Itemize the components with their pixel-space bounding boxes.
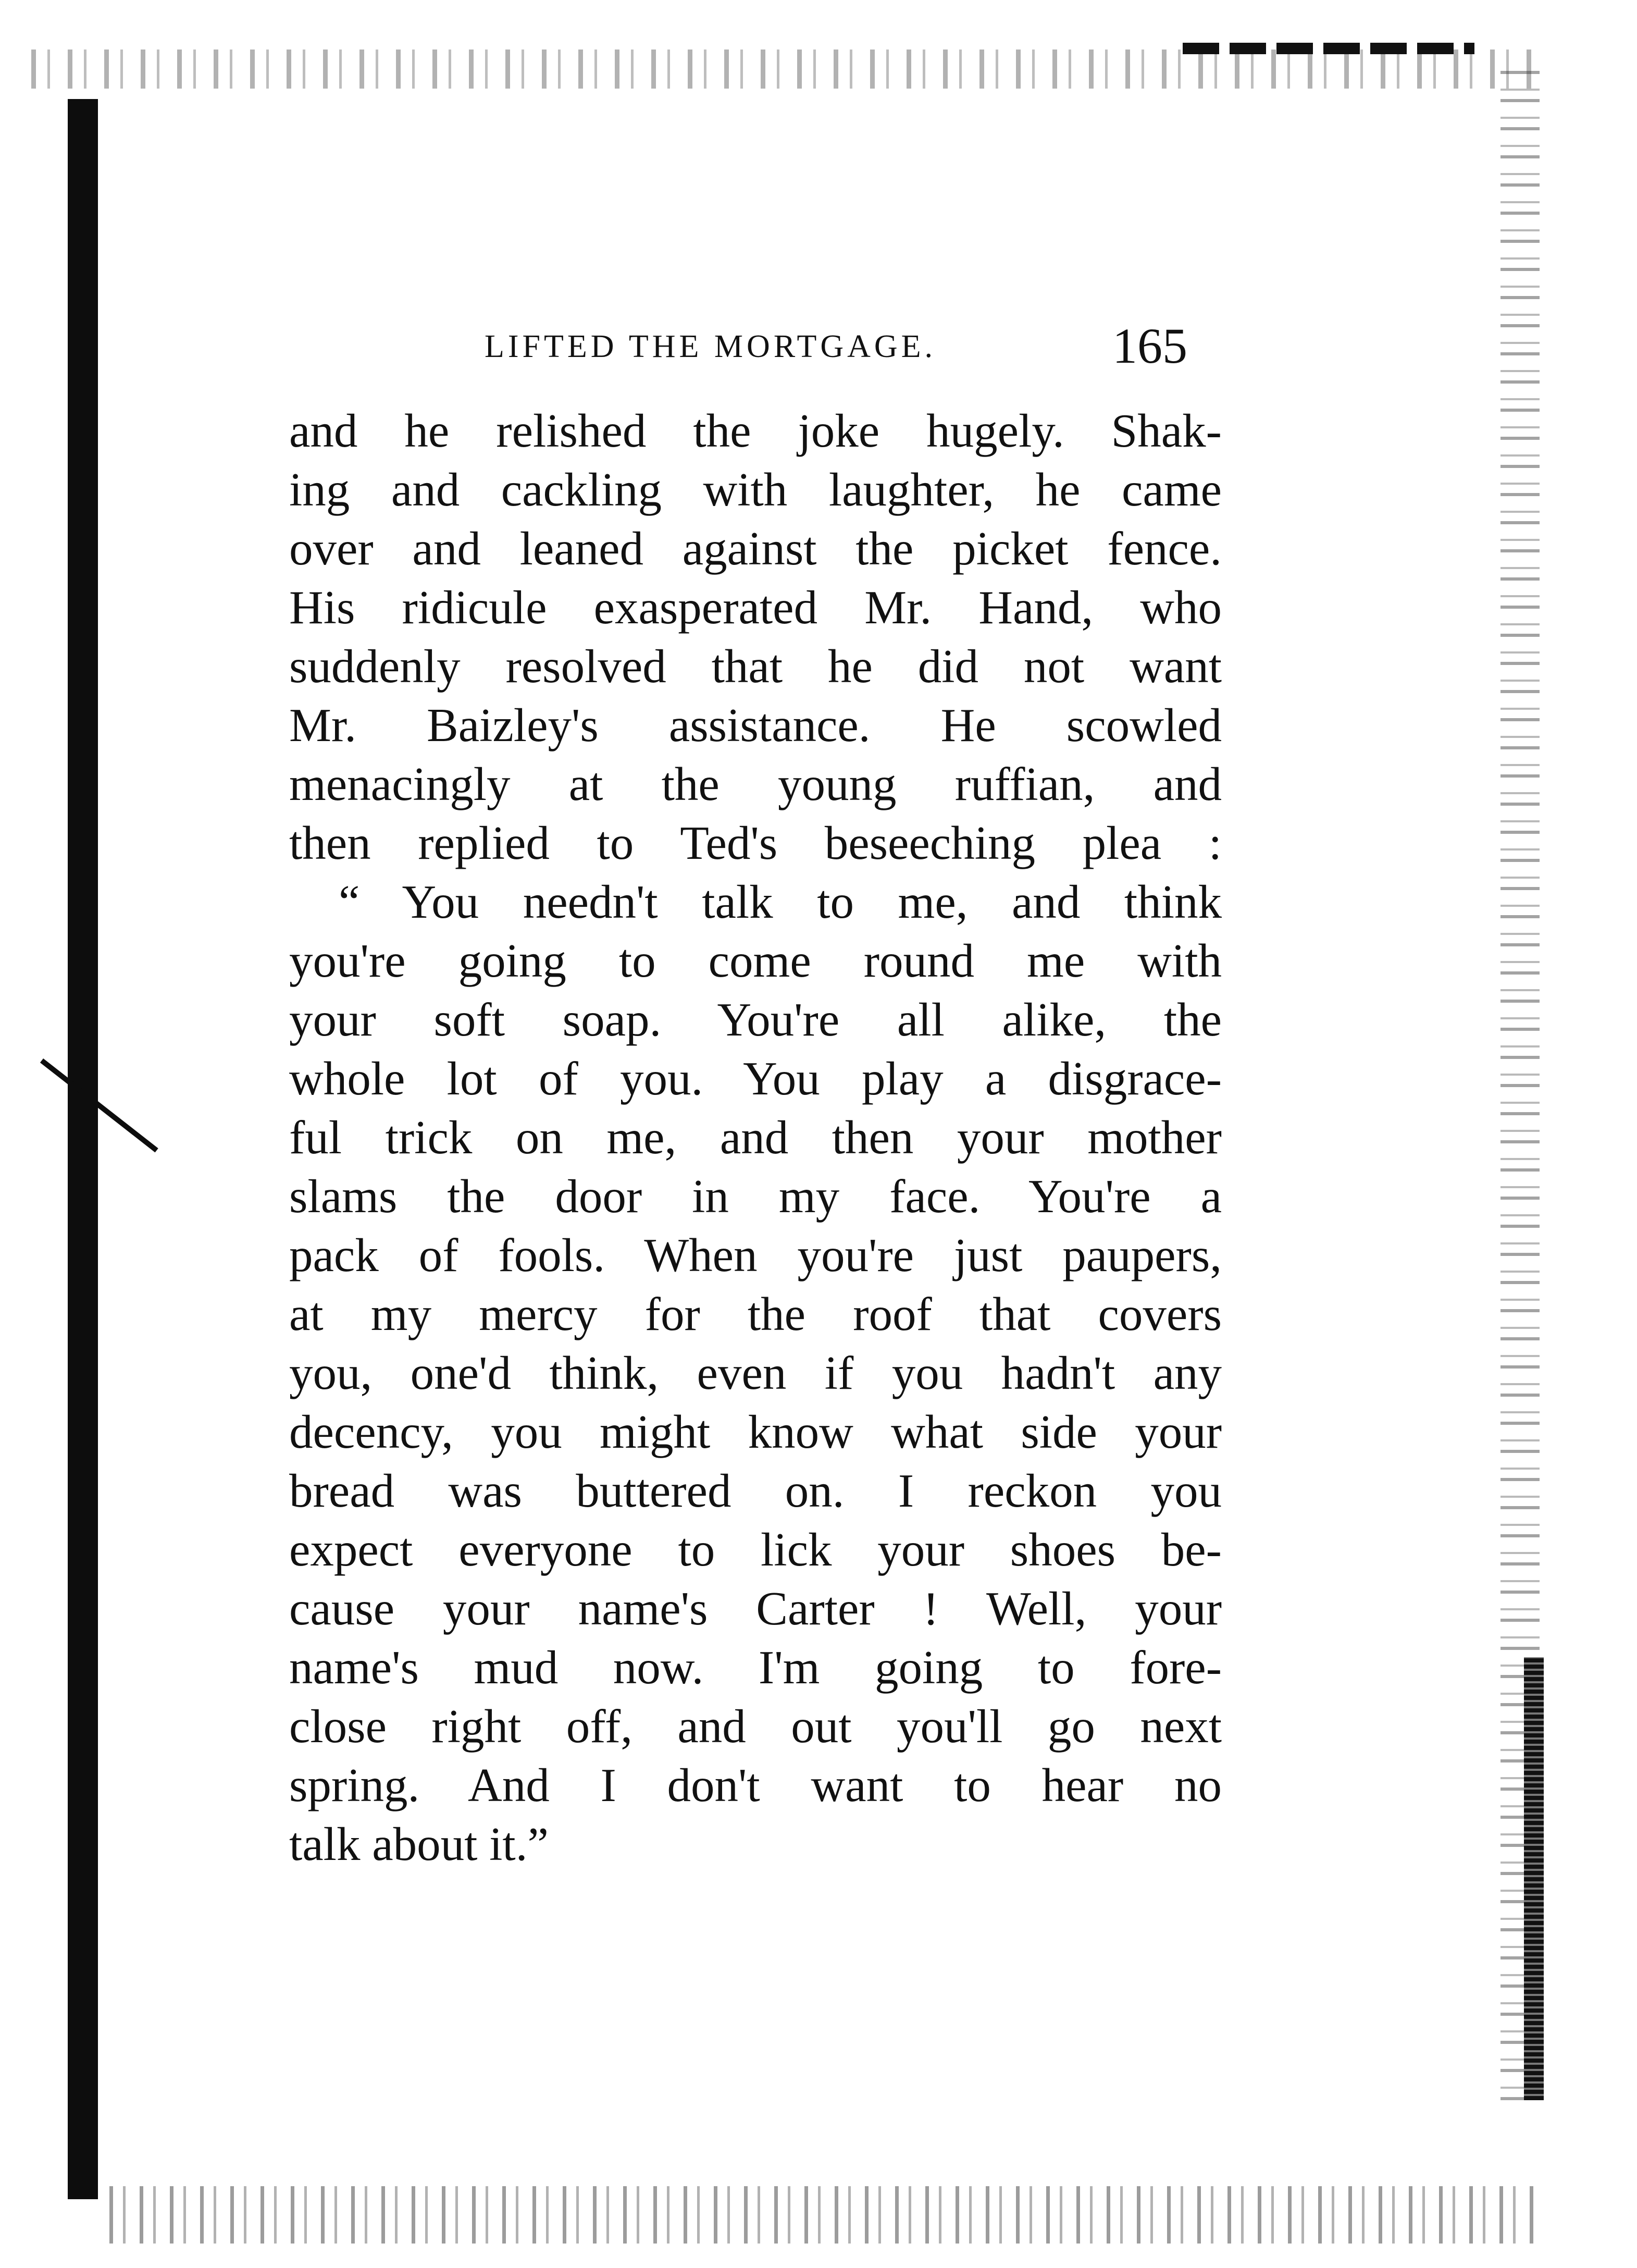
text-line: pack of fools. When you're just paupers,: [289, 1229, 1222, 1281]
text-line: slams the door in my face. You're a: [289, 1170, 1222, 1223]
text-line: bread was buttered on. I reckon you: [289, 1464, 1222, 1517]
text-line: then replied to Ted's beseeching plea :: [289, 817, 1222, 869]
text-line: over and leaned against the picket fence.: [289, 522, 1222, 575]
text-line: cause your name's Carter ! Well, your: [289, 1582, 1222, 1635]
scan-top-right-mark: [1183, 43, 1474, 54]
text-line: menacingly at the young ruffian, and: [289, 758, 1222, 810]
page-header: [485, 317, 1214, 374]
text-line: His ridicule exasperated Mr. Hand, who: [289, 581, 1222, 634]
page-number: 165: [1112, 318, 1187, 374]
text-line: ing and cackling with laughter, he came: [289, 463, 1222, 516]
text-line: at my mercy for the roof that covers: [289, 1288, 1222, 1340]
scan-right-dark-edge: [1524, 1657, 1544, 2100]
text-line: Mr. Baizley's assistance. He scowled: [289, 699, 1222, 751]
text-line: you, one'd think, even if you hadn't any: [289, 1347, 1222, 1399]
text-line: talk about it.”: [289, 1818, 549, 1870]
text-line: you're going to come round me with: [289, 934, 1222, 987]
text-line: close right off, and out you'll go next: [289, 1700, 1222, 1753]
spine-crease-mark: [40, 1058, 158, 1152]
text-line: name's mud now. I'm going to fore-: [289, 1641, 1222, 1694]
scan-top-edge-noise: [31, 50, 1537, 89]
text-line: whole lot of you. You play a disgrace-: [289, 1052, 1222, 1105]
body-text: [289, 401, 1222, 1873]
text-line: decency, you might know what side your: [289, 1406, 1222, 1458]
scan-bottom-edge-noise: [109, 2186, 1537, 2244]
text-line: expect everyone to lick your shoes be-: [289, 1523, 1222, 1576]
text-line: suddenly resolved that he did not want: [289, 640, 1222, 693]
text-line: ful trick on me, and then your mother: [289, 1111, 1222, 1164]
book-spine-shadow: [68, 99, 98, 2199]
text-line: “ You needn't talk to me, and think: [339, 876, 1222, 928]
running-head: LIFTED THE MORTGAGE.: [485, 329, 937, 364]
text-line: and he relished the joke hugely. Shak-: [289, 404, 1222, 457]
text-line: your soft soap. You're all alike, the: [289, 993, 1222, 1046]
text-line: spring. And I don't want to hear no: [289, 1759, 1222, 1811]
